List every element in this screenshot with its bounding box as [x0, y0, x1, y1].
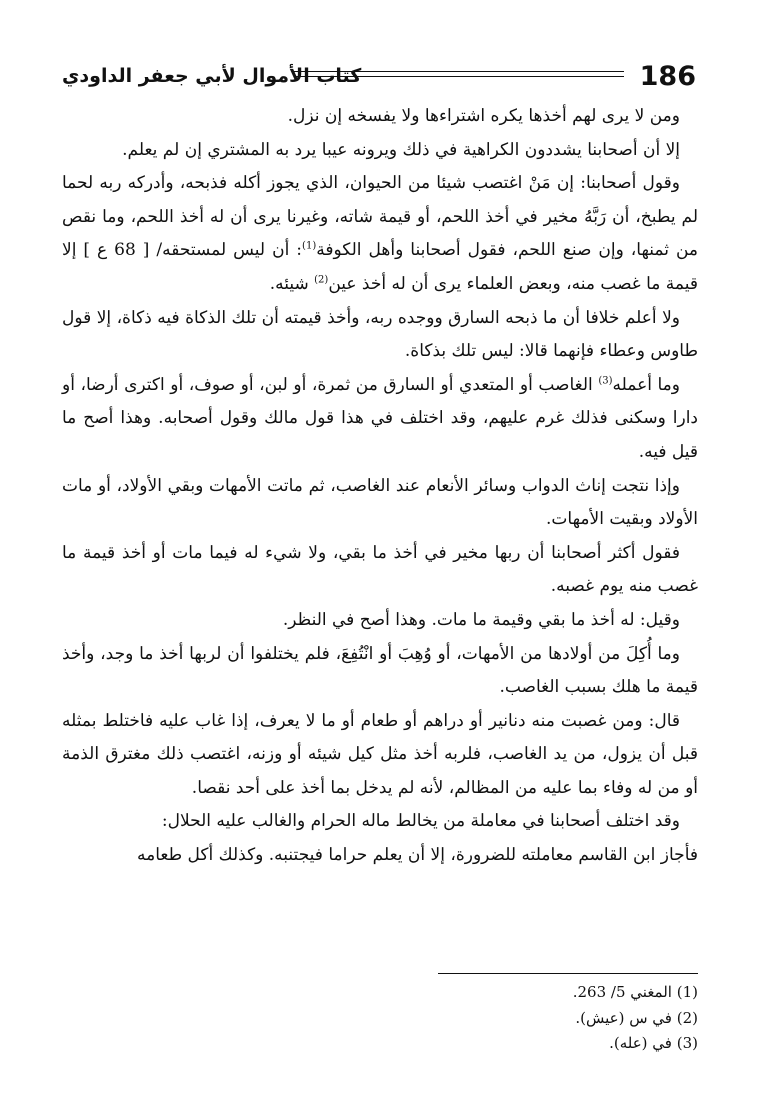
paragraph-text: وإذا نتجت إناث الدواب وسائر الأنعام عند الغاصب، ثم ماتت الأمهات وبقي الأولاد، أو مات الأولاد وبقيت الأمهات. — [62, 475, 698, 530]
paragraph — [62, 369, 698, 470]
footnote-2: (2) في س (عيش). — [575, 1008, 698, 1027]
page-number: 186 — [639, 61, 696, 92]
page-header — [62, 58, 698, 98]
footnotes — [400, 980, 698, 1057]
footnote-ref-2: (2) — [314, 274, 329, 286]
footnote-separator — [438, 973, 698, 974]
paragraph — [62, 134, 698, 168]
footnote-ref-1: (1) — [302, 240, 317, 252]
paragraph-text: وما أعمله — [612, 374, 680, 395]
paragraph — [62, 537, 698, 604]
footnote-1: (1) المغني 5/ 263. — [572, 983, 698, 1001]
paragraph-text: فأجاز ابن القاسم معاملته للضرورة، إلا أن يعلم حراما فيجتنبه. وكذلك أكل طعامه — [137, 845, 698, 866]
paragraph-text: وقول أصحابنا: إن مَنْ اغتصب شيئا من الحيوان، الذي يجوز أكله فذبحه، وأدركه ربه لحما لم يطبخ، أن رَبَّهُ مخير في أخذ اللحم، أو قيمة شاته، وغيرنا يرى أن له أخذ اللحم، وما نقص من ثمنها، وإن صنع اللحم، فقول أصحابنا وأهل الكوفة — [62, 173, 699, 261]
footnote-ref-3: (3) — [598, 375, 613, 387]
paragraph-text: فقول أكثر أصحابنا أن ربها مخير في أخذ ما بقي، ولا شيء له فيما مات أو أخذ قيمة ما غصب منه يوم غصبه. — [62, 542, 698, 597]
paragraph — [62, 302, 698, 369]
paragraph — [62, 839, 698, 873]
footnote-3: (3) في (عله). — [609, 1034, 698, 1052]
paragraph-text: ولا أعلم خلافا أن ما ذبحه السارق ووجده ربه، وأخذ قيمته أن تلك الذكاة فيه ذكاة، إلا قول طاوس وعطاء فإنهما قالا: ليس تلك بذكاة. — [62, 307, 698, 362]
paragraph — [62, 638, 698, 705]
paragraph-text: وقد اختلف أصحابنا في معاملة من يخالط ماله الحرام والغالب عليه الحلال: — [161, 811, 680, 832]
paragraph-text: ومن لا يرى لهم أخذها يكره اشتراءها ولا يفسخه إن نزل. — [287, 106, 680, 126]
paragraph-text: إلا أن أصحابنا يشددون الكراهية في ذلك ويرونه عيبا يرد به المشتري إن لم يعلم. — [122, 139, 680, 160]
paragraph — [62, 167, 698, 301]
paragraph — [62, 604, 698, 638]
paragraph-text: وقيل: له أخذ ما بقي وقيمة ما مات. وهذا أصح في النظر. — [282, 609, 680, 630]
paragraph — [62, 100, 698, 134]
body-text — [62, 100, 698, 873]
paragraph-text: : أن ليس لمستحقه/ [ 68 ع ] إلا قيمة ما غصب منه، وبعض العلماء يرى أن له أخذ عين — [62, 240, 698, 294]
paragraph-text: وما أُكِلَ من أولادها من الأمهات، أو وُهِبَ أو انْتُفِعَ، فلم يختلفوا أن لربها أخذ ما وجد، وأخذ قيمة ما هلك بسبب الغاصب. — [62, 643, 698, 698]
paragraph-text: قال: ومن غصبت منه دنانير أو دراهم أو طعام أو ما لا يعرف، إذا غاب عليه فاختلط بمثله قبل أن يزول، من يد الغاصب، فلربه أخذ مثل كيل شيئه أو وزنه، اغتصب ذلك مغترق الذمة أو من له وفاء بما عليه من المظالم، لأنه لم يدخل بما أخذ على أحد نقصا. — [62, 710, 698, 798]
paragraph-text: الغاصب أو المتعدي أو السارق من ثمرة، أو لبن، أو صوف، أو اكترى أرضا، أو دارا وسكنى فذلك غرم عليهم، وقد اختلف في هذا قول مالك وقول أصحابه. وهذا أصح ما قيل فيه. — [62, 374, 698, 462]
paragraph-text: شيئه. — [269, 273, 315, 294]
running-title: كتاب الأموال لأبي جعفر الداودي — [62, 65, 362, 87]
paragraph — [62, 705, 698, 806]
paragraph — [62, 470, 698, 537]
paragraph — [62, 805, 698, 839]
